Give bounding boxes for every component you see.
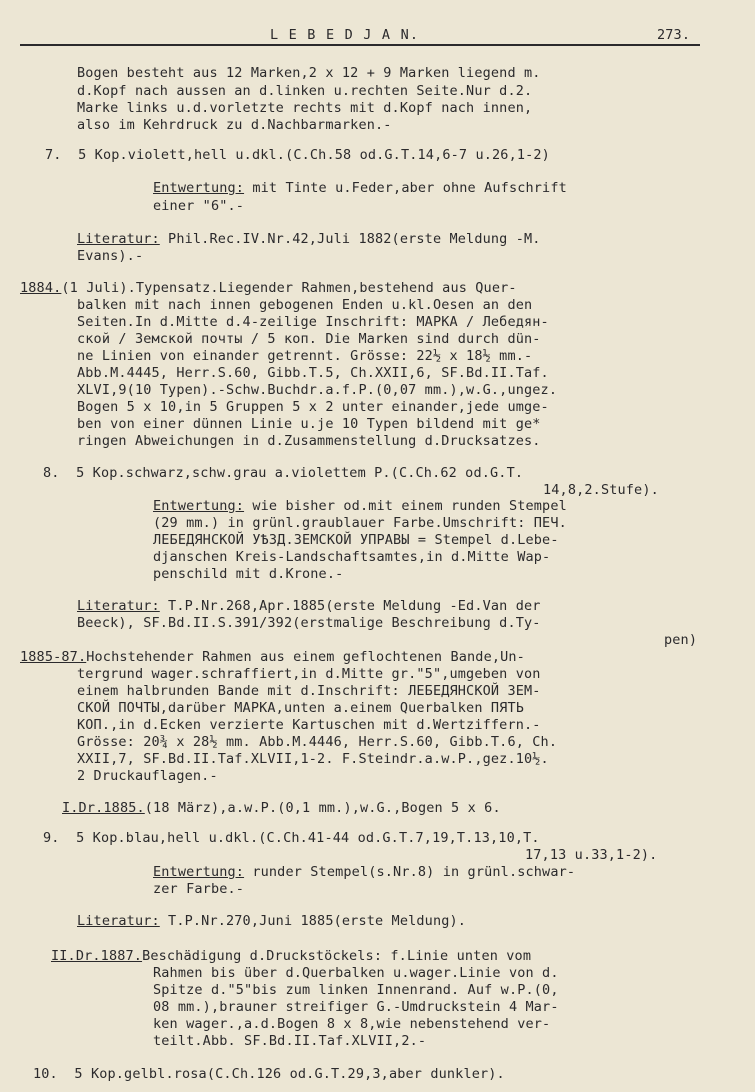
line-text: Beschädigung d.Druckstöckels: f.Linie unten vom [142,948,532,964]
line-text: 17,13 u.33,1-2). [525,847,658,863]
text-line [62,800,501,817]
text-line [77,683,541,700]
text-line [153,881,244,898]
text-line [77,598,541,615]
text-line [153,999,559,1016]
underlined-heading: Literatur: [77,913,160,929]
line-text: d.Kopf nach aussen an d.linken u.rechten Seite.Nur d.2. [77,83,533,99]
line-text: Abb.M.4445, Herr.S.60, Gibb.T.5, Ch.XXII,6, SF.Bd.II.Taf. [77,365,549,381]
text-line [77,913,466,930]
line-text: Hochstehender Rahmen aus einem geflochtenen Bande,Un- [86,649,525,665]
text-line [153,532,559,549]
text-line [77,297,532,314]
entry-number: 10. [33,1066,75,1082]
text-line [77,751,549,768]
text-line [153,549,550,566]
entry-number: 7. [45,147,79,163]
line-text: ЛЕБЕДЯНСКОЙ УѢЗД.ЗЕМСКОЙ УПРАВЫ = Stempel d.Lebe- [153,532,559,548]
line-text: einer "6".- [153,198,245,214]
line-text: runder Stempel(s.Nr.8) in grünl.schwar- [244,864,576,880]
text-line [77,666,541,683]
text-line [77,231,541,248]
line-text: djanschen Kreis-Landschaftsamtes,in d.Mitte Wap- [153,549,551,565]
text-line [77,615,541,632]
line-text: pen) [664,632,698,648]
text-line [77,433,541,450]
text-line [77,348,532,365]
text-line [153,1033,426,1050]
text-line [77,65,541,82]
entry-number: 8. [43,465,77,481]
text-line [20,280,517,297]
line-text: КОП.,in d.Ecken verzierte Kartuschen mit d.Wertziffern.- [77,717,541,733]
underlined-heading: Entwertung: [153,180,245,196]
text-line [51,948,531,965]
text-line [45,147,550,164]
page-number: 273. [657,27,691,43]
line-text: XXII,7, SF.Bd.II.Taf.XLVII,1-2. F.Steindr.a.w.P.,gez.10½. [77,751,549,767]
underlined-heading: Literatur: [77,231,160,247]
line-text: Rahmen bis über d.Querbalken u.wager.Linie von d. [153,965,559,981]
line-text: Beeck), SF.Bd.II.S.391/392(erstmalige Beschreibung d.Ty- [77,615,541,631]
line-text: 2 Druckauflagen.- [77,768,218,784]
text-line [77,83,532,100]
text-line [43,830,540,847]
text-line [33,1066,505,1083]
text-line [77,248,143,265]
text-line [153,566,343,583]
line-text: 5 Kop.schwarz,schw.grau a.violettem P.(C.Ch.62 od.G.T. [76,465,524,481]
header-rule [20,44,700,46]
line-text: balken mit nach innen gebogenen Enden u.kl.Oesen an den [77,297,533,313]
line-text: 5 Kop.gelbl.rosa(C.Ch.126 od.G.T.29,3,aber dunkler). [74,1066,505,1082]
text-line [77,117,392,134]
line-text: 08 mm.),brauner streifiger G.-Umdruckstein 4 Mar- [153,999,559,1015]
text-line [153,982,559,999]
text-line [664,632,697,649]
text-line [77,700,524,717]
text-line [543,482,659,499]
text-line [77,331,541,348]
line-text: Bogen 5 x 10,in 5 Gruppen 5 x 2 unter einander,jede umge- [77,399,549,415]
line-text: 5 Kop.violett,hell u.dkl.(C.Ch.58 od.G.T.14,6-7 u.26,1-2) [78,147,550,163]
line-text: Spitze d."5"bis zum linken Innenrand. Auf w.P.(0, [153,982,559,998]
text-line [153,1016,550,1033]
text-line [43,465,523,482]
text-line [77,314,549,331]
text-line [20,649,525,666]
line-text: ben von einer dünnen Linie u.je 10 Typen bildend mit ge* [77,416,541,432]
text-line [77,365,549,382]
text-line [77,416,541,433]
line-text: teilt.Abb. SF.Bd.II.Taf.XLVII,2.- [153,1033,427,1049]
line-text: ne Linien von einander getrennt. Grösse: 22½ x 18½ mm.- [77,348,533,364]
line-text: tergrund wager.schraffiert,in d.Mitte gr."5",umgeben von [77,666,541,682]
line-text: einem halbrunden Bande mit d.Inschrift: ЛЕБЕДЯНСКОЙ ЗЕМ- [77,683,541,699]
text-line [153,180,567,197]
line-text: penschild mit d.Krone.- [153,566,344,582]
line-text: Phil.Rec.IV.Nr.42,Juli 1882(erste Meldung -M. [159,231,541,247]
text-line [77,717,541,734]
text-line [77,100,532,117]
underlined-heading: II.Dr.1887. [51,948,143,964]
line-text: ской / Земской почты / 5 коп. Die Marken sind durch dün- [77,331,541,347]
underlined-heading: 1885-87. [20,649,87,665]
line-text: Seiten.In d.Mitte d.4-zeilige Inschrift: МАРКА / Лебедян- [77,314,549,330]
line-text: СКОЙ ПОЧТЫ,darüber МАРКА,unten a.einem Querbalken ПЯТЬ [77,700,524,716]
line-text: Evans).- [77,248,144,264]
line-text: wie bisher od.mit einem runden Stempel [244,498,567,514]
text-line [77,768,218,785]
line-text: Marke links u.d.vorletzte rechts mit d.Kopf nach innen, [77,100,533,116]
underlined-heading: Entwertung: [153,864,245,880]
line-text: Bogen besteht aus 12 Marken,2 x 12 + 9 Marken liegend m. [77,65,541,81]
text-line [153,198,244,215]
line-text: (29 mm.) in grünl.graublauer Farbe.Umschrift: ПЕЧ. [153,515,567,531]
underlined-heading: Entwertung: [153,498,245,514]
line-text: (18 März),a.w.P.(0,1 mm.),w.G.,Bogen 5 x 6. [144,800,501,816]
line-text: XLVI,9(10 Typen).-Schw.Buchdr.a.f.P.(0,07 mm.),w.G.,ungez. [77,382,558,398]
line-text: T.P.Nr.270,Juni 1885(erste Meldung). [159,913,467,929]
line-text: (1 Juli).Typensatz.Liegender Rahmen,bestehend aus Quer- [61,280,517,296]
underlined-heading: Literatur: [77,598,160,614]
text-line [153,864,575,881]
text-line [153,515,567,532]
line-text: also im Kehrdruck zu d.Nachbarmarken.- [77,117,392,133]
line-text: T.P.Nr.268,Apr.1885(erste Meldung -Ed.Van der [159,598,541,614]
text-line [77,382,557,399]
line-text: 14,8,2.Stufe). [543,482,659,498]
underlined-heading: 1884. [20,280,62,296]
text-line [77,399,549,416]
line-text: mit Tinte u.Feder,aber ohne Aufschrift [244,180,567,196]
line-text: zer Farbe.- [153,881,245,897]
text-line [77,734,557,751]
underlined-heading: I.Dr.1885. [62,800,145,816]
line-text: ken wager.,a.d.Bogen 8 x 8,wie nebenstehend ver- [153,1016,551,1032]
text-line [153,965,559,982]
text-line [525,847,657,864]
line-text: ringen Abweichungen in d.Zusammenstellung d.Drucksatzes. [77,433,541,449]
line-text: 5 Kop.blau,hell u.dkl.(C.Ch.41-44 od.G.T.7,19,T.13,10,T. [76,830,540,846]
header-title: L E B E D J A N. [270,27,420,43]
entry-number: 9. [43,830,77,846]
text-line [153,498,567,515]
line-text: Grösse: 20¾ x 28½ mm. Abb.M.4446, Herr.S.60, Gibb.T.6, Ch. [77,734,558,750]
